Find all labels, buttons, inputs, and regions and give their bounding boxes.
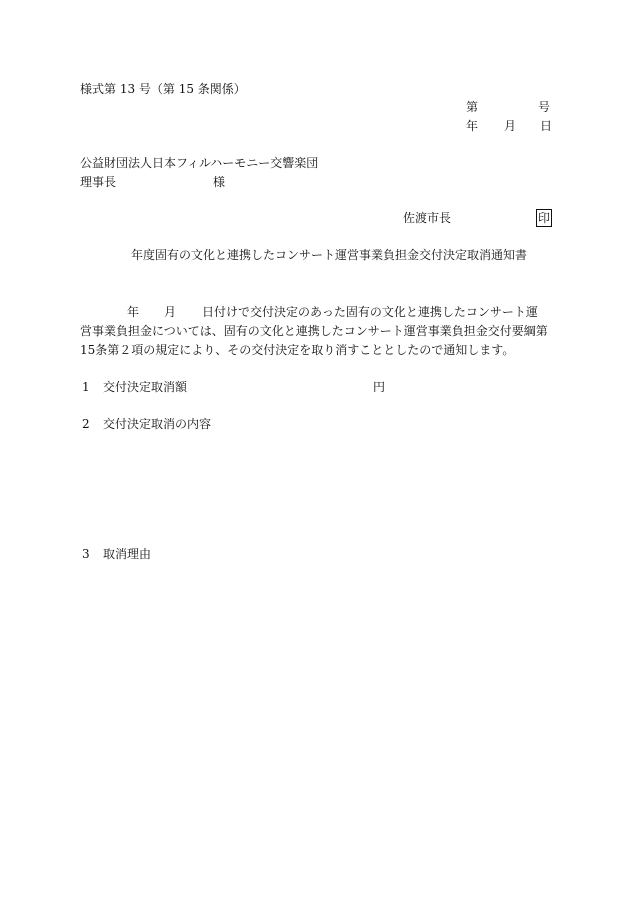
body-line-2: 営事業負担金については、固有の文化と連携したコンサート運営事業負担金交付要綱第 [80, 324, 548, 338]
item-1-label: 交付決定取消額 [103, 380, 188, 394]
body-line-1: 日付けで交付決定のあった固有の文化と連携したコンサート運 [202, 305, 538, 319]
item-1-unit: 円 [373, 380, 386, 394]
item-3-number: 3 [82, 547, 90, 561]
doc-date-year: 年 [466, 119, 479, 133]
addressee-organization: 公益財団法人日本フィルハーモニー交響楽団 [80, 156, 319, 170]
form-label: 様式第 13 号（第 15 条関係） [80, 82, 246, 96]
addressee-honorific: 様 [213, 175, 226, 189]
doc-date-day: 日 [540, 119, 553, 133]
body-date-month: 月 [164, 305, 177, 319]
sender-title: 佐渡市長 [403, 211, 452, 225]
item-1-number: 1 [82, 380, 90, 394]
doc-number-dai: 第 [466, 100, 479, 114]
item-3-label: 取消理由 [103, 547, 152, 561]
body-date-year: 年 [127, 305, 140, 319]
item-2-label: 交付決定取消の内容 [103, 417, 212, 431]
item-2-number: 2 [82, 417, 90, 431]
seal-mark [536, 209, 552, 227]
document-title: 年度固有の文化と連携したコンサート運営事業負担金交付決定取消通知書 [131, 248, 528, 262]
addressee-title: 理事長 [80, 175, 117, 189]
body-line-3: 15条第２項の規定により、その交付決定を取り消すこととしたので通知します。 [80, 343, 515, 357]
doc-date-month: 月 [504, 119, 517, 133]
seal-box: 印 [538, 211, 551, 225]
doc-number-go: 号 [538, 100, 551, 114]
